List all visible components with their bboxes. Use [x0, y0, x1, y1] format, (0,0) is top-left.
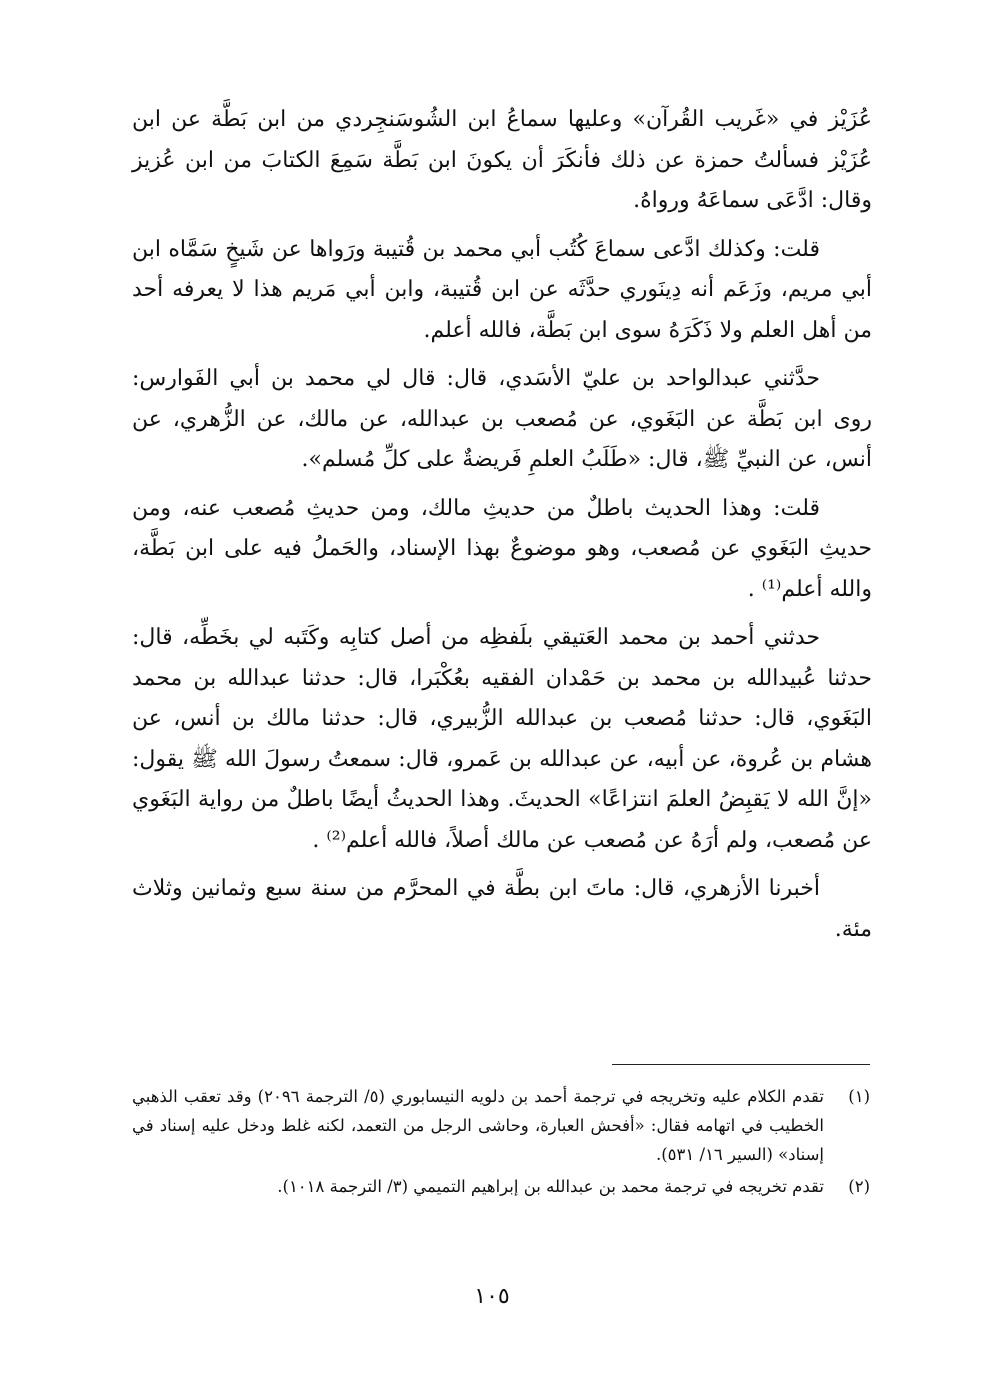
paragraph: قلت: وهذا الحديث باطلٌ من حديثِ مالك، ومن حديثِ مُصعب عنه، ومن حديثِ البَغَوي عن مُصعب، وهو موضوعٌ بهذا الإسناد، والحَملُ فيه على ابن بَطَّة، والله أعلم⁽¹⁾ . [132, 495, 872, 602]
main-text [132, 100, 872, 958]
page-number: ١٠٥ [474, 1284, 510, 1309]
footnotes [132, 1082, 870, 1204]
paragraph: حدثني أحمد بن محمد العَتيقي بلَفظِه من أصل كتابِه وكَتَبه لي بخَطِّه، قال: حدثنا عُبيدالله بن محمد بن حَمْدان الفقيه بعُكْبَرا، قال: حدثنا عبدالله بن محمد البَغَوي، قال: حدثنا مُصعب بن عبدالله الزُّبيري، قال: حدثنا مالك بن أنس، عن هشام بن عُروة، عن أبيه، عن عبدالله بن عَمرو، قال: سمعتُ رسولَ الله ﷺ يقول: «إنَّ الله لا يَقبِضُ العلمَ انتزاعًا» الحديثَ. وهذا الحديثُ أيضًا باطلٌ من رواية البَغَوي عن مُصعب، ولم أرَهُ عن مُصعب عن مالك أصلاً، فالله أعلم⁽²⁾ . [132, 625, 872, 853]
footnote [132, 1082, 870, 1169]
footnote-number: (٢) [848, 1177, 870, 1196]
footnote-number: (١) [848, 1087, 870, 1106]
footnote-separator [612, 1064, 870, 1065]
footnote [132, 1172, 870, 1201]
paragraph: حدَّثني عبدالواحد بن عليّ الأسَدي، قال: قال لي محمد بن أبي الفَوارس: روى ابن بَطَّة عن البَغَوي، عن مُصعب بن عبدالله، عن مالك، عن الزُّهري، عن أنس، عن النبيِّ ﷺ، قال: «طَلَبُ العلمِ فَريضةٌ على كلِّ مُسلم». [132, 366, 872, 472]
paragraph: عُزَيْز في «غَريب القُرآن» وعليها سماعُ ابن الشُوسَنجِردي من ابن بَطَّة عن ابن عُزَيْز فسألتُ حمزة عن ذلك فأنكَرَ أن يكونَ ابن بَطَّة سَمِعَ الكتابَ من ابن عُزيز وقال: ادَّعَى سماعَهُ ورواهُ. [132, 107, 872, 213]
footnote-text: تقدم تخريجه في ترجمة محمد بن عبدالله بن إبراهيم التميمي (٣/ الترجمة ١٠١٨). [277, 1177, 824, 1196]
footnote-text: تقدم الكلام عليه وتخريجه في ترجمة أحمد بن دلويه النيسابوري (٥/ الترجمة ٢٠٩٦) وقد تعقب الذهبي الخطيب في اتهامه فقال: «أفحش العبارة، وحاشى الرجل من التعمد، لكنه غلط ودخل عليه إسناد في إسناد» (السير ١٦/ ٥٣١). [132, 1087, 824, 1164]
paragraph: أخبرنا الأزهري، قال: ماتَ ابن بطَّة في المحرَّم من سنة سبع وثمانين وثلاث مئة. [132, 876, 872, 942]
paragraph: قلت: وكذلك ادَّعى سماعَ كُتُب أبي محمد بن قُتيبة ورَواها عن شَيخٍ سَمَّاه ابن أبي مريم، وزَعَم أنه دِينَوري حدَّثَه عن ابن قُتيبة، وابن أبي مَريم هذا لا يعرفه أحد من أهل العلم ولا ذَكَرَهُ سوى ابن بَطَّة، فالله أعلم. [132, 236, 872, 343]
